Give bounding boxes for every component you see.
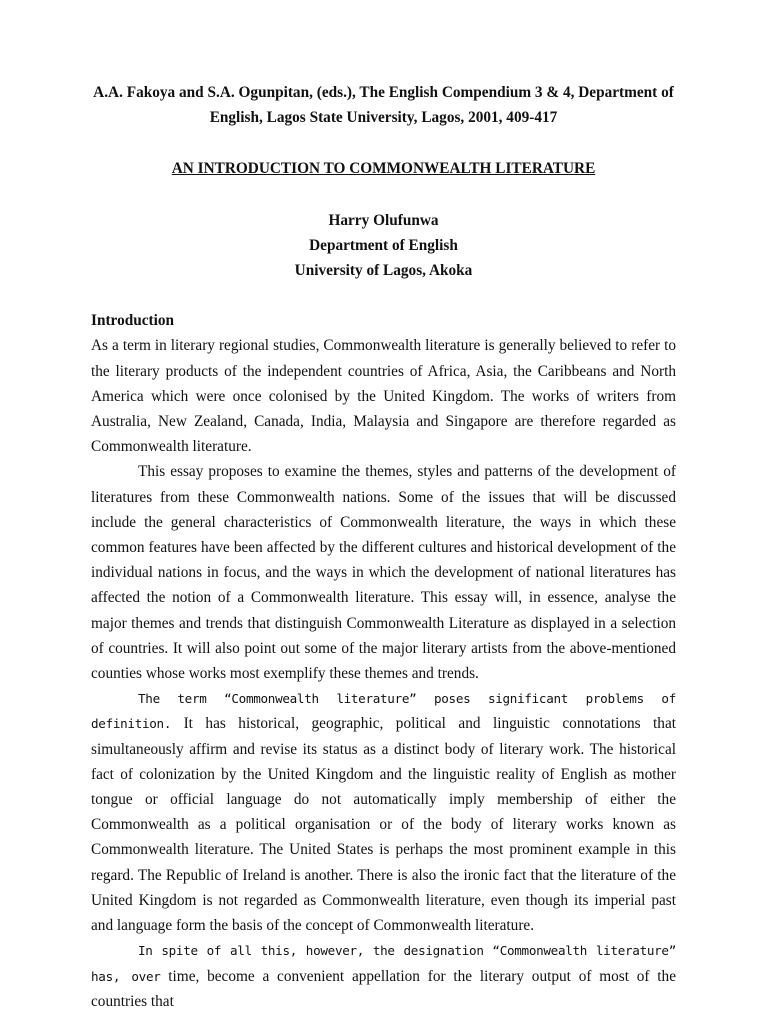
document-page [91,80,676,1014]
paragraph-1: As a term in literary regional studies, Commonwealth literature is generally believed to refer to the literary products of the independent countries of Africa, Asia, the Caribbeans and North America which were once colonised by the United Kingdom. The works of writers from Australia, New Zealand, Canada, India, Malaysia and Singapore are therefore regarded as Commonwealth literature. [91,337,676,456]
paragraph-4-rest: time, become a convenient appellation for the literary output of most of the countries that [91,967,676,1010]
paragraph-3-rest: It has historical, geographic, political and linguistic connotations that simultaneously affirm and revise its status as a distinct body of literary work. The historical fact of colonization by the United Kingdom and the linguistic reality of English as mother tongue or official language do not automatically imply membership of either the Commonwealth as a political organisation or of the body of literary works known as Commonwealth literature. The United States is perhaps the most prominent example in this regard. The Republic of Ireland is another. There is also the ironic fact that the literature of the United Kingdom is not regarded as Commonwealth literature, even though its imperial past and language form the basis of the concept of Commonwealth literature. [91,715,676,935]
paragraph-3 [91,686,676,938]
citation-line-1: A.A. Fakoya and S.A. Ogunpitan, (eds.), The English Compendium 3 & 4, Department of [93,84,674,101]
paper-title: AN INTRODUCTION TO COMMONWEALTH LITERATURE [171,160,596,178]
paragraph-4-lead: In spite of all this, however, the designation “Commonwealth literature” has, over [91,943,676,984]
paragraph-3-lead: The term “Commonwealth literature” poses significant problems of definition. [91,691,676,732]
section-heading: Introduction [91,312,175,330]
citation-line-2: English, Lagos State University, Lagos, 2001, 409-417 [209,109,558,127]
paragraph-2: This essay proposes to examine the themes, styles and patterns of the development of literatures from these Commonwealth nations. Some of the issues that will be discussed include the general characteristics of Commonwealth literature, the ways in which these common features have been affected by the different cultures and historical development of the individual nations in focus, and the ways in which the development of national literatures has affected the notion of a Commonwealth literature. This essay will, in essence, analyse the major themes and trends that distinguish Commonwealth Literature as displayed in a selection of countries. It will also point out some of the major literary artists from the above-mentioned counties whose works most exemplify these themes and trends. [91,463,676,683]
author-university: University of Lagos, Akoka [294,262,473,280]
author-name: Harry Olufunwa [328,211,439,229]
author-block [91,208,676,284]
paragraph-4 [91,938,676,1014]
author-department: Department of English [309,236,458,254]
